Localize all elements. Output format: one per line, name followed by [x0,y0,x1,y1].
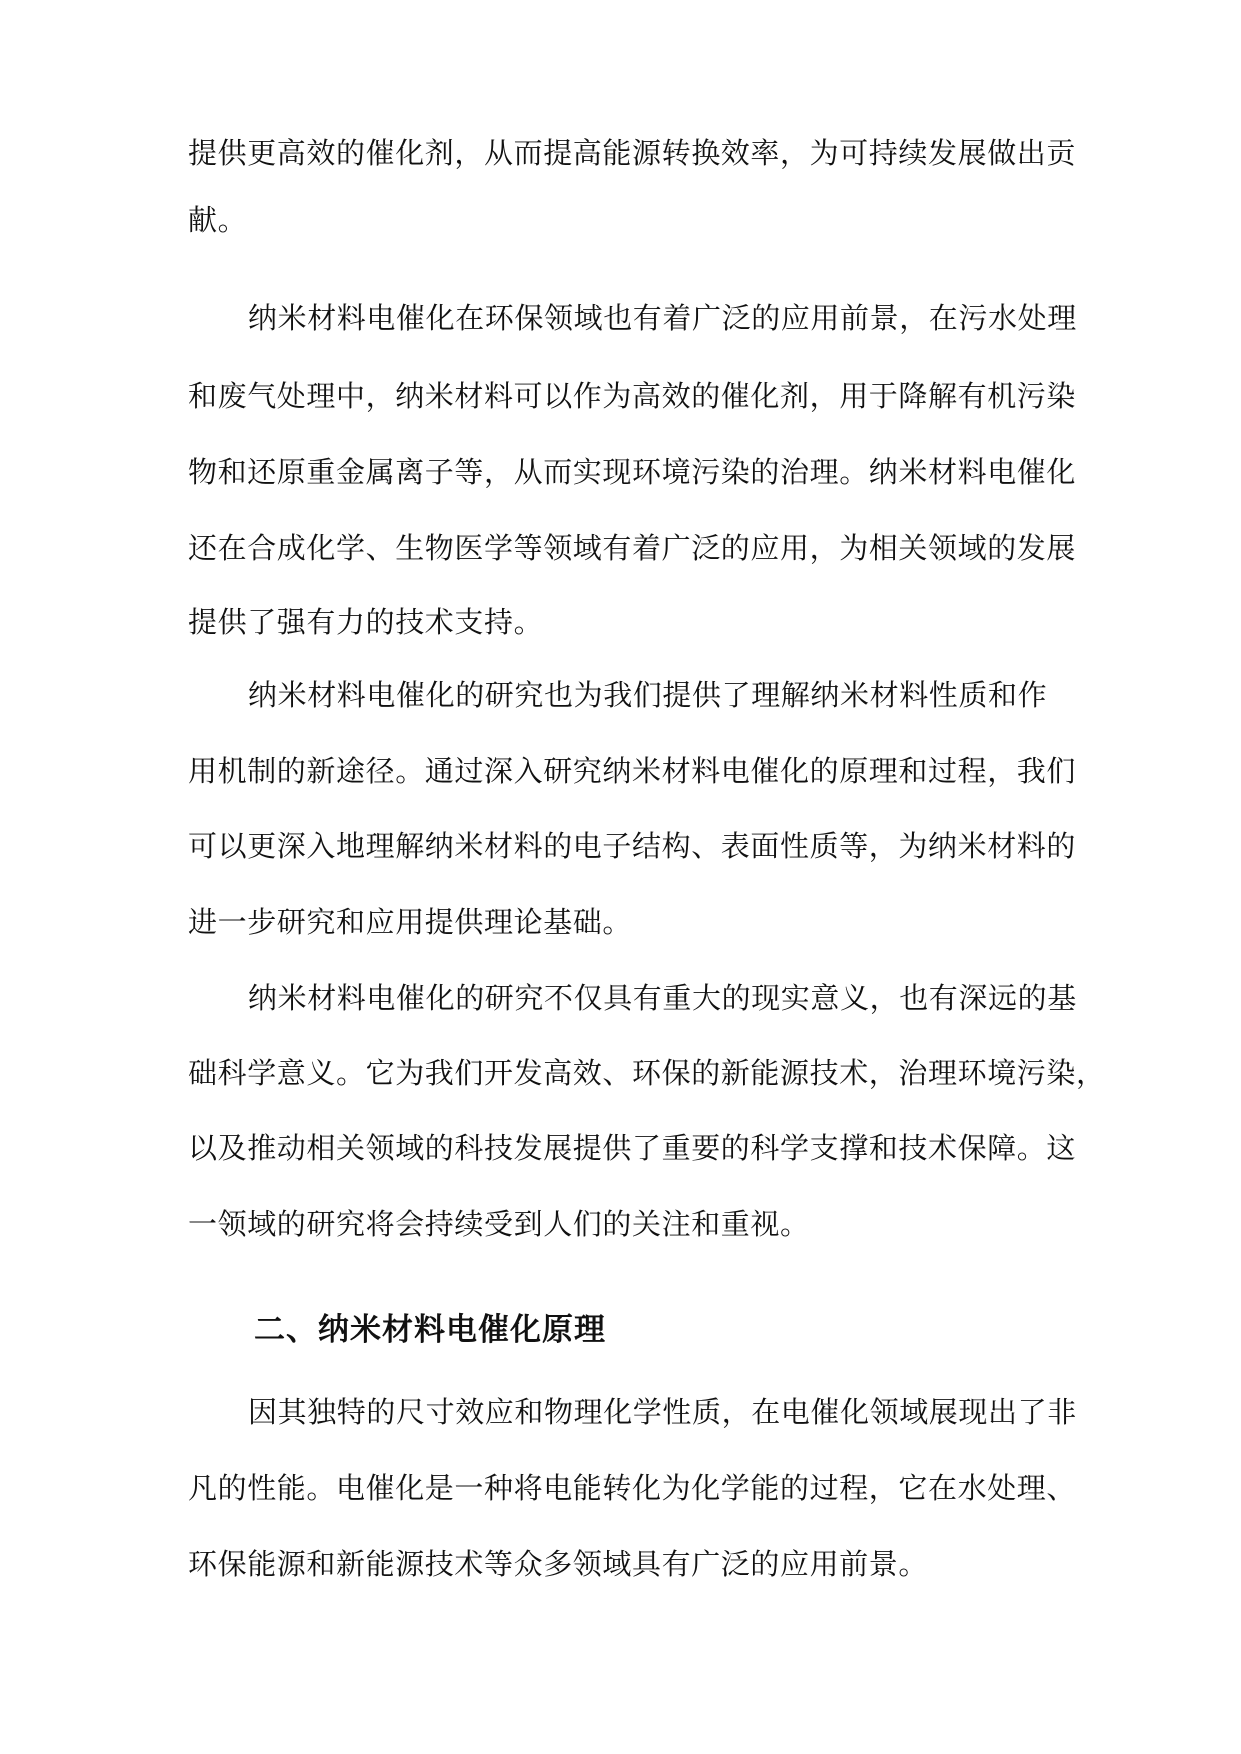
text-line: 凡的性能。电催化是一种将电能转化为化学能的过程，它在水处理、 [188,1471,1077,1505]
text-line: 因其独特的尺寸效应和物理化学性质，在电催化领域展现出了非 [248,1395,1077,1429]
text-line: 纳米材料电催化在环保领域也有着广泛的应用前景，在污水处理 [248,301,1077,335]
text-line: 和废气处理中，纳米材料可以作为高效的催化剂，用于降解有机污染 [188,379,1077,413]
text-line: 一领域的研究将会持续受到人们的关注和重视。 [188,1207,810,1241]
text-line: 纳米材料电催化的研究也为我们提供了理解纳米材料性质和作 [248,678,1048,712]
text-line: 物和还原重金属离子等，从而实现环境污染的治理。纳米材料电催化 [188,455,1077,489]
text-line: 进一步研究和应用提供理论基础。 [188,905,633,939]
text-line: 提供更高效的催化剂，从而提高能源转换效率，为可持续发展做出贡 [188,136,1077,170]
text-line: 础科学意义。它为我们开发高效、环保的新能源技术，治理环境污染， [188,1056,1106,1090]
text-line: 纳米材料电催化的研究不仅具有重大的现实意义，也有深远的基 [248,981,1077,1015]
text-line: 还在合成化学、生物医学等领域有着广泛的应用，为相关领域的发展 [188,531,1077,565]
text-line: 可以更深入地理解纳米材料的电子结构、表面性质等，为纳米材料的 [188,829,1077,863]
text-line: 用机制的新途径。通过深入研究纳米材料电催化的原理和过程，我们 [188,754,1077,788]
text-line: 献。 [188,203,248,237]
section-heading: 二、纳米材料电催化原理 [254,1312,606,1348]
text-line: 环保能源和新能源技术等众多领域具有广泛的应用前景。 [188,1547,929,1581]
text-line: 提供了强有力的技术支持。 [188,605,544,639]
text-line: 以及推动相关领域的科技发展提供了重要的科学支撑和技术保障。这 [188,1131,1077,1165]
